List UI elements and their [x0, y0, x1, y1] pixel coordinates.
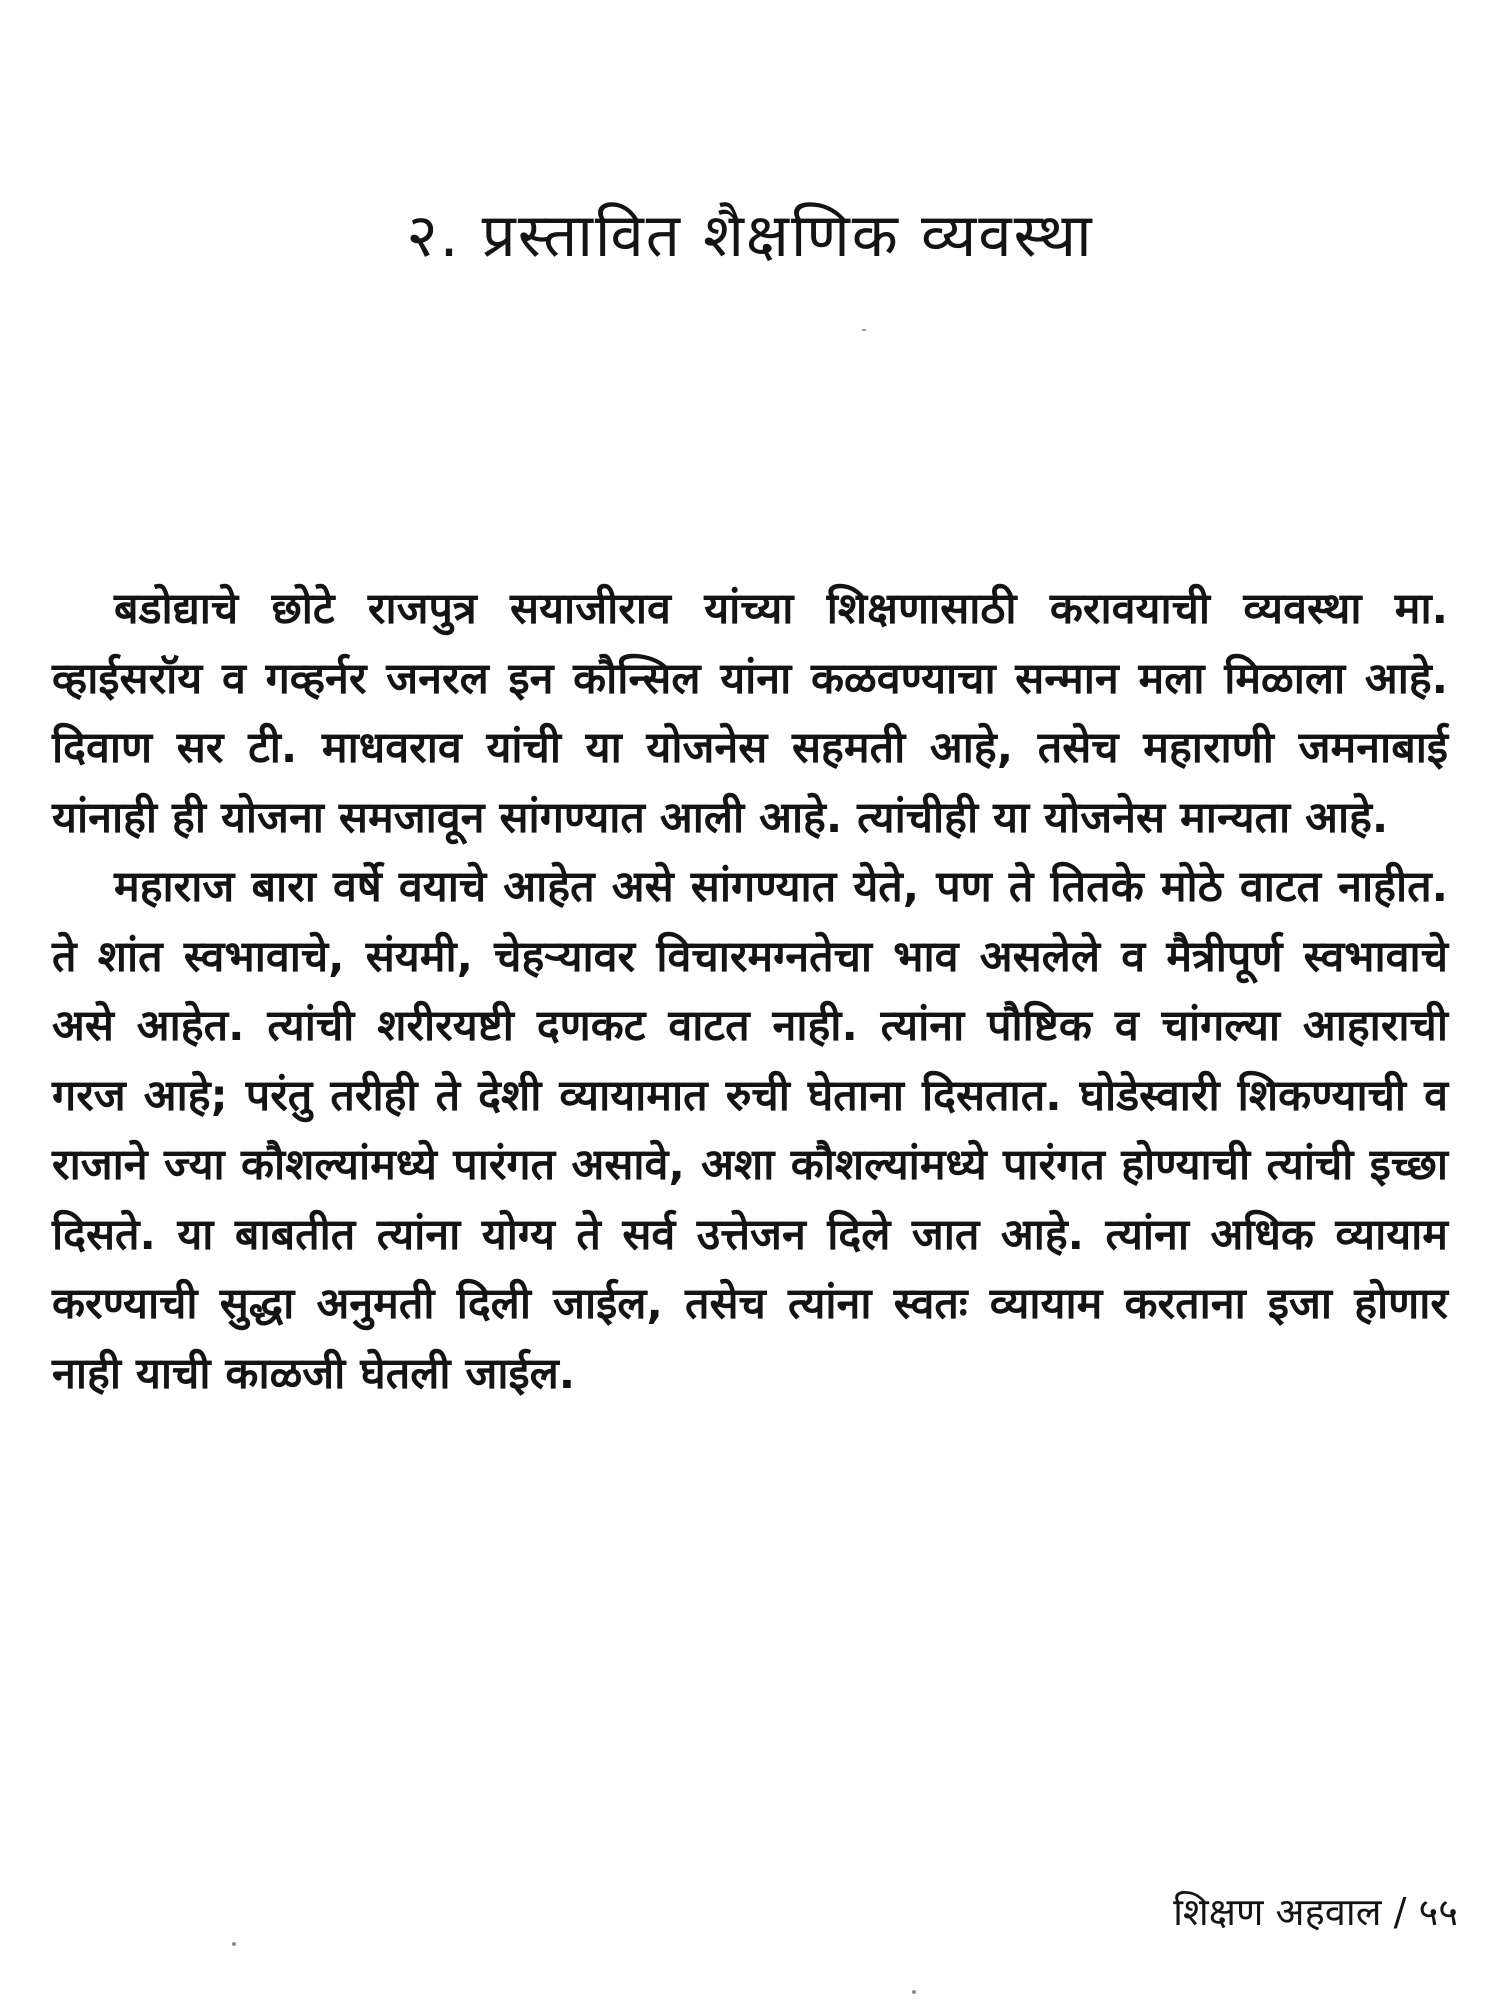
- chapter-title: २. प्रस्तावित शैक्षणिक व्यवस्था: [406, 201, 1094, 271]
- print-speck: [232, 1942, 236, 1946]
- paragraph-2: महाराज बारा वर्षे वयाचे आहेत असे सांगण्यात येते, पण ते तितके मोठे वाटत नाहीत. ते शांत स्वभावाचे, संयमी, चेहऱ्यावर विचारमग्नतेचा भाव असलेले व मैत्रीपूर्ण स्वभावाचे असे आहेत. त्यांची शरीरयष्टी दणकट वाटत नाही. त्यांना पौष्टिक व चांगल्या आहाराची गरज आहे; परंतु तरीही ते देशी व्यायामात रुची घेताना दिसतात. घोडेस्वारी शिकण्याची व राजाने ज्या कौशल्यांमध्ये पारंगत असावे, अशा कौशल्यांमध्ये पारंगत होण्याची त्यांची इच्छा दिसते. या बाबतीत त्यांना योग्य ते सर्व उत्तेजन दिले जात आहे. त्यांना अधिक व्यायाम करण्याची सुद्धा अनुमती दिली जाईल, तसेच त्यांना स्वतः व्यायाम करताना इजा होणार नाही याची काळजी घेतली जाईल.: [52, 862, 1448, 1399]
- print-speck: [912, 1990, 916, 1994]
- paragraph-1: बडोद्याचे छोटे राजपुत्र सयाजीराव यांच्या शिक्षणासाठी करावयाची व्यवस्था मा. व्हाईसरॉय व गव्हर्नर जनरल इन कौन्सिल यांना कळवण्याचा सन्मान मला मिळाला आहे. दिवाण सर टी. माधवराव यांची या योजनेस सहमती आहे, तसेच महाराणी जमनाबाई यांनाही ही योजना समजावून सांगण्यात आली आहे. त्यांचीही या योजनेस मान्यता आहे.: [52, 584, 1448, 843]
- print-speck: [862, 329, 866, 331]
- body-text: [52, 575, 1448, 1409]
- page-footer: शिक्षण अहवाल / ५५: [1173, 1890, 1458, 1934]
